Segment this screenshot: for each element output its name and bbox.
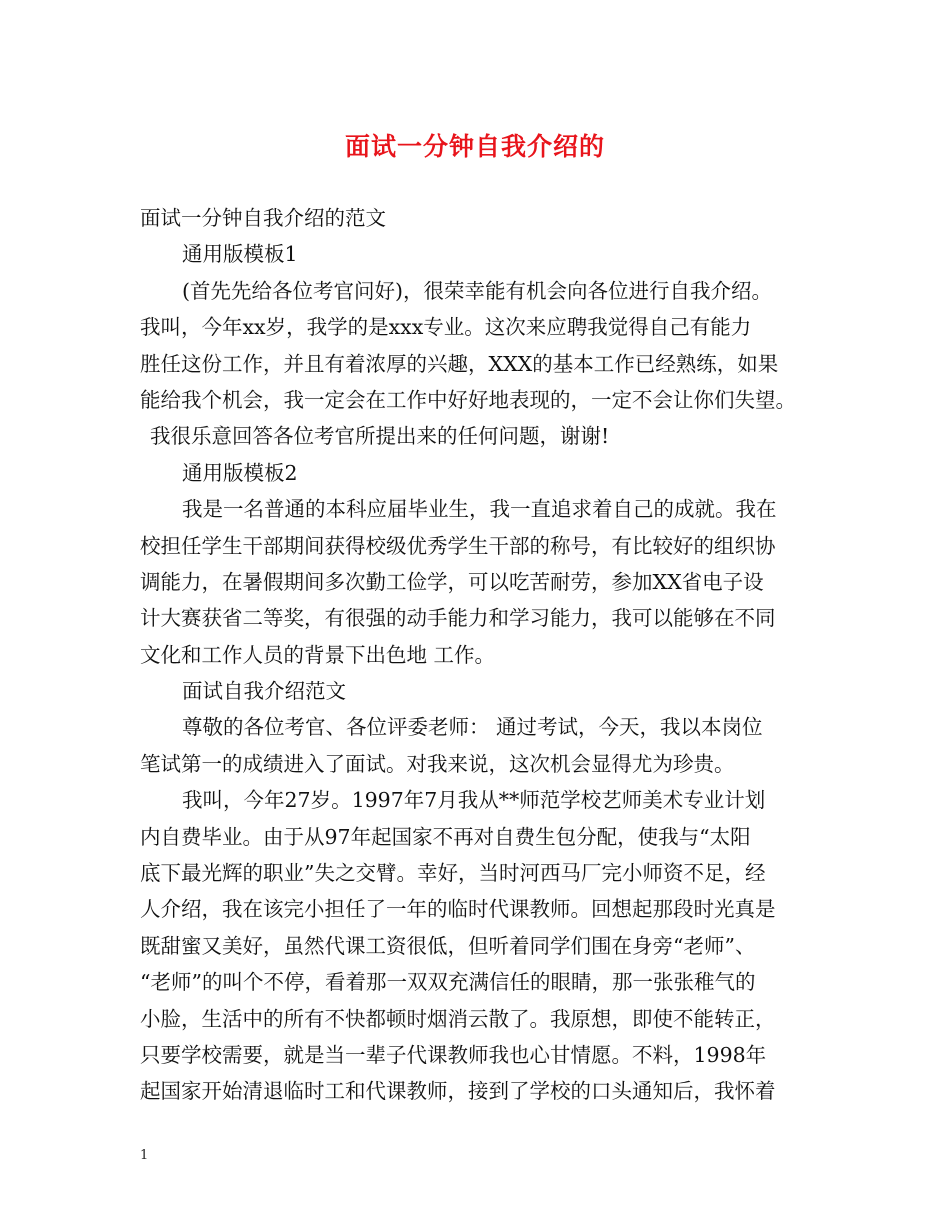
page-number: 1 bbox=[140, 1148, 149, 1163]
section-heading: 通用版模板2 bbox=[182, 460, 298, 485]
body-line: 内自费毕业。由于从97年起国家不再对自费生包分配，使我与“太阳 bbox=[140, 824, 751, 849]
body-line: 人介绍，我在该完小担任了一年的临时代课教师。回想起那段时光真是 bbox=[140, 897, 776, 922]
body-line: 既甜蜜又美好，虽然代课工资很低，但听着同学们围在身旁“老师”、 bbox=[140, 933, 756, 958]
section-heading: 通用版模板1 bbox=[182, 242, 298, 267]
body-line: 调能力，在暑假期间多次勤工俭学，可以吃苦耐劳，参加XX省电子设 bbox=[140, 569, 764, 594]
body-line: 我是一名普通的本科应届毕业生，我一直追求着自己的成就。我在 bbox=[182, 497, 777, 522]
body-line: 起国家开始清退临时工和代课教师，接到了学校的口头通知后，我怀着 bbox=[140, 1079, 776, 1104]
body-line: 笔试第一的成绩进入了面试。对我来说，这次机会显得尤为珍贵。 bbox=[140, 751, 735, 776]
document-body bbox=[140, 200, 820, 1110]
body-line: 我叫，今年xx岁，我学的是xxx专业。这次来应聘我觉得自己有能力 bbox=[140, 315, 752, 340]
body-line: “老师”的叫个不停，看着那一双双充满信任的眼睛，那一张张稚气的 bbox=[140, 970, 756, 995]
body-line: 底下最光辉的职业”失之交臂。幸好，当时河西马厂完小师资不足，经 bbox=[140, 861, 766, 886]
document-title: 面试一分钟自我介绍的 bbox=[344, 132, 605, 161]
body-line: 尊敬的各位考官、各位评委老师： 通过考试，今天，我以本岗位 bbox=[182, 715, 763, 740]
body-line: 只要学校需要，就是当一辈子代课教师我也心甘情愿。不料，1998年 bbox=[140, 1042, 767, 1067]
body-line: 面试一分钟自我介绍的范文 bbox=[140, 206, 386, 230]
section-heading: 面试自我介绍范文 bbox=[182, 679, 346, 704]
body-line: 计大赛获省二等奖，有很强的动手能力和学习能力，我可以能够在不同 bbox=[140, 606, 776, 631]
body-line: 胜任这份工作，并且有着浓厚的兴趣，XXX的基本工作已经熟练，如果 bbox=[140, 351, 779, 376]
body-line: 能给我个机会，我一定会在工作中好好地表现的，一定不会让你们失望。 bbox=[140, 387, 796, 412]
body-line: (首先先给各位考官问好)，很荣幸能有机会向各位进行自我介绍。 bbox=[182, 278, 772, 303]
body-line: 文化和工作人员的背景下出色地 工作。 bbox=[140, 642, 496, 667]
body-line: 我叫，今年27岁。1997年7月我从**师范学校艺师美术专业计划 bbox=[182, 788, 766, 813]
body-line: 小脸，生活中的所有不快都顿时烟消云散了。我原想，即使不能转正， bbox=[140, 1006, 776, 1031]
body-line: 我很乐意回答各位考官所提出来的任何问题，谢谢! bbox=[150, 424, 610, 449]
body-line: 校担任学生干部期间获得校级优秀学生干部的称号，有比较好的组织协 bbox=[140, 533, 776, 558]
